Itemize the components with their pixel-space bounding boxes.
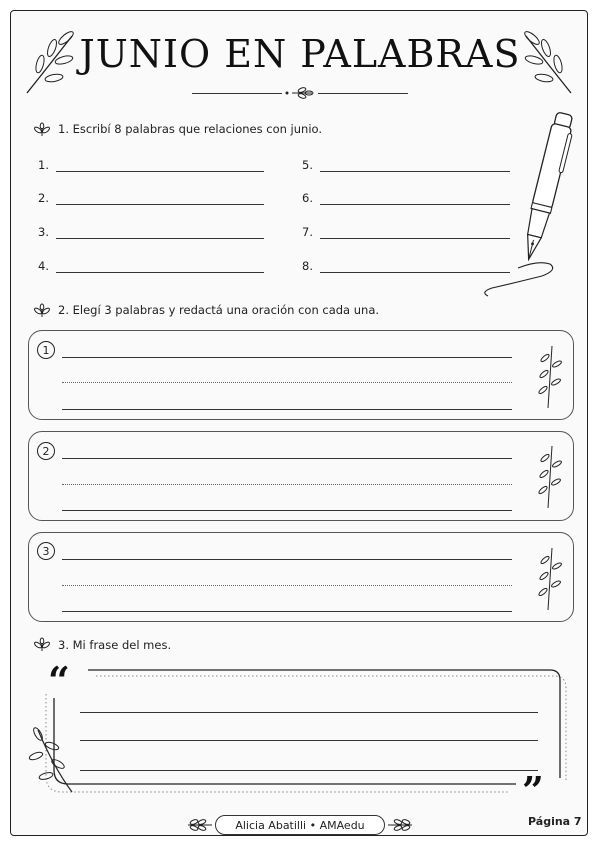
word-number: 6. [302,191,313,205]
close-quote-mark: ” [522,768,544,813]
leaf-branch-icon [24,724,76,796]
sprout-icon [186,818,214,832]
leaf-branch-icon [536,546,562,612]
sentence-guide-line [62,585,512,586]
sprout-icon [34,123,50,137]
sentence-line[interactable] [62,409,512,410]
sprout-icon [34,304,50,318]
phrase-line[interactable] [80,770,538,771]
sentence-number: 2 [37,442,55,460]
section3-instruction: 3. Mi frase del mes. [58,638,172,652]
sentence-number: 1 [37,341,55,359]
word-line[interactable] [56,171,264,172]
sentence-box [28,532,574,622]
word-line[interactable] [56,238,264,239]
sentence-line[interactable] [62,458,512,459]
author-credit: Alicia Abatilli • AMAedu [215,815,385,835]
page-number: Página 7 [528,815,582,828]
word-number: 7. [302,225,313,239]
leaf-branch-icon [536,444,562,510]
sentence-number: 3 [37,542,55,560]
sentence-box [28,330,574,420]
phrase-line[interactable] [80,740,538,741]
section2-instruction: 2. Elegí 3 palabras y redactá una oración con cada una. [58,303,380,317]
section1-instruction: 1. Escribí 8 palabras que relaciones con junio. [58,122,323,136]
sentence-line[interactable] [62,510,512,511]
open-quote-mark: “ [48,658,70,703]
leaf-branch-icon [536,344,562,410]
sprout-icon [386,818,414,832]
word-number: 2. [38,191,49,205]
sprout-icon [34,638,50,652]
sentence-box [28,431,574,521]
phrase-line[interactable] [80,712,538,713]
word-number: 3. [38,225,49,239]
title-divider-left [192,93,282,94]
sentence-line[interactable] [62,611,512,612]
word-number: 1. [38,158,49,172]
quote-frame [40,658,572,798]
title-divider-right [318,93,408,94]
sprout-icon [284,86,316,100]
word-number: 4. [38,259,49,273]
word-line[interactable] [56,204,264,205]
fountain-pen-icon [478,110,568,302]
sentence-guide-line [62,382,512,383]
sentence-line[interactable] [62,357,512,358]
word-line[interactable] [56,272,264,273]
sentence-line[interactable] [62,559,512,560]
word-number: 8. [302,259,313,273]
word-number: 5. [302,158,313,172]
sentence-guide-line [62,484,512,485]
page-title: JUNIO EN PALABRAS [79,32,521,76]
